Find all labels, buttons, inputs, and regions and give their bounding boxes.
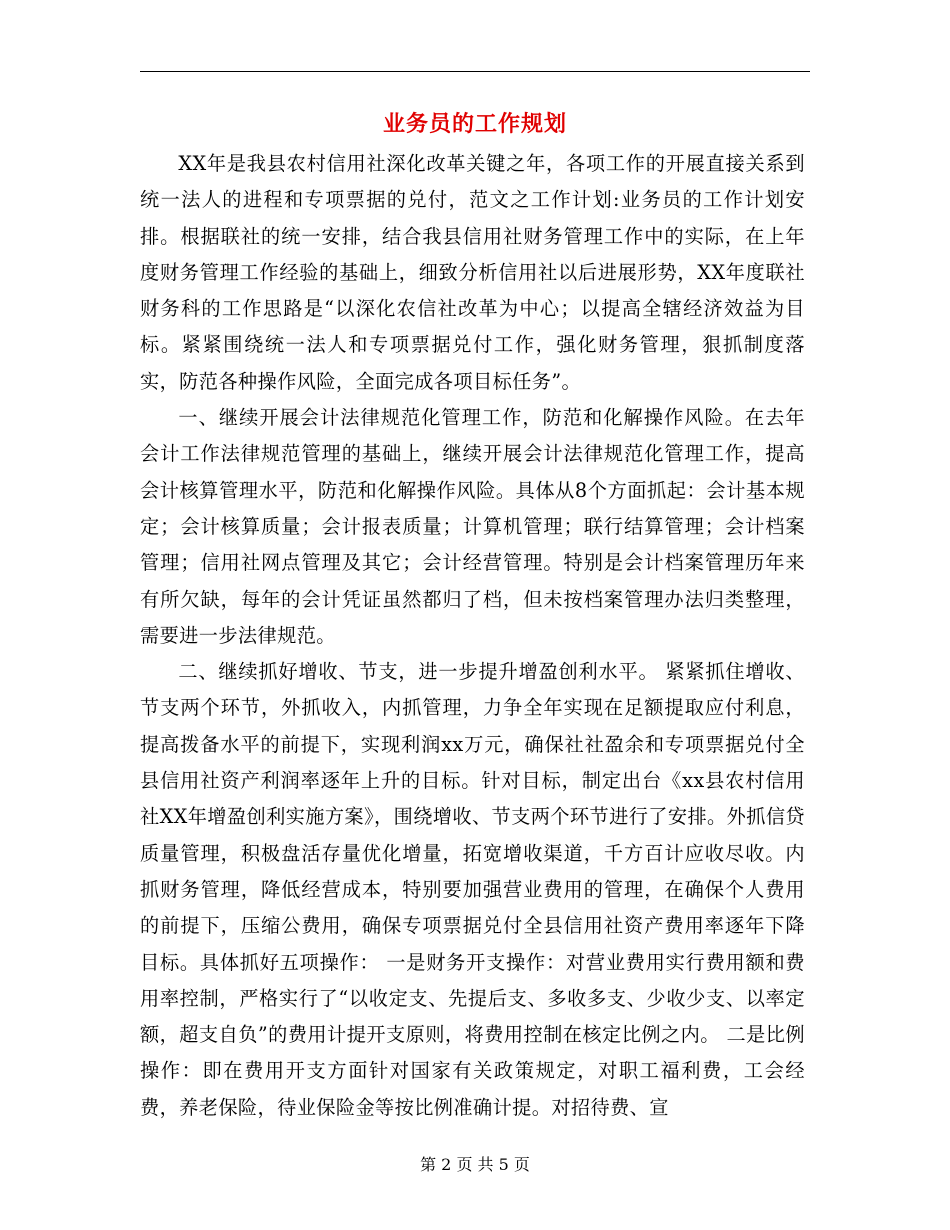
paragraph-section-1: 一、继续开展会计法律规范化管理工作，防范和化解操作风险。在去年会计工作法律规范管理的基础上，继续开展会计法律规范化管理工作，提高会计核算管理水平，防范和化解操作风险。具体从8个方面抓起：会计基本规定；会计核算质量；会计报表质量；计算机管理；联行结算管理；会计档案管理；信用社网点管理及其它；会计经营管理。特别是会计档案管理历年来有所欠缺，每年的会计凭证虽然都归了档，但未按档案管理办法归类整理，需要进一步法律规范。 [140,406,805,647]
paragraph-intro: XX年是我县农村信用社深化改革关键之年，各项工作的开展直接关系到统一法人的进程和专项票据的兑付，范文之工作计划:业务员的工作计划安排。根据联社的统一安排，结合我县信用社财务管理工作中的实际，在上年度财务管理工作经验的基础上，细致分析信用社以后进展形势，XX年度联社财务科的工作思路是“以深化农信社改革为中心；以提高全辖经济效益为目标。紧紧围绕统一法人和专项票据兑付工作，强化财务管理，狠抓制度落实，防范各种操作风险，全面完成各项目标任务”。 [140,152,805,393]
document-body [140,146,805,1126]
paragraph-section-2: 二、继续抓好增收、节支，进一步提升增盈创利水平。 紧紧抓住增收、节支两个环节，外抓收入，内抓管理，力争全年实现在足额提取应付利息，提高拨备水平的前提下，实现利润xx万元，确保社社盈余和专项票据兑付全县信用社资产利润率逐年上升的目标。针对目标，制定出台《xx县农村信用社XX年增盈创利实施方案》，围绕增收、节支两个环节进行了安排。外抓信贷质量管理，积极盘活存量优化增量，拓宽增收渠道，千方百计应收尽收。内抓财务管理，降低经营成本，特别要加强营业费用的管理，在确保个人费用的前提下，压缩公费用，确保专项票据兑付全县信用社资产费用率逐年下降目标。具体抓好五项操作： 一是财务开支操作：对营业费用实行费用额和费用率控制，严格实行了“以收定支、先提后支、多收多支、少收少支、以率定额，超支自负”的费用计提开支原则，将费用控制在核定比例之内。 二是比例操作：即在费用开支方面针对国家有关政策规定，对职工福利费，工会经费，养老保险，待业保险金等按比例准确计提。对招待费、宣 [140,660,805,1119]
header-rule [140,71,810,72]
document-title: 业务员的工作规划 [382,111,567,137]
page-number: 第 2 页 共 5 页 [420,1155,530,1174]
